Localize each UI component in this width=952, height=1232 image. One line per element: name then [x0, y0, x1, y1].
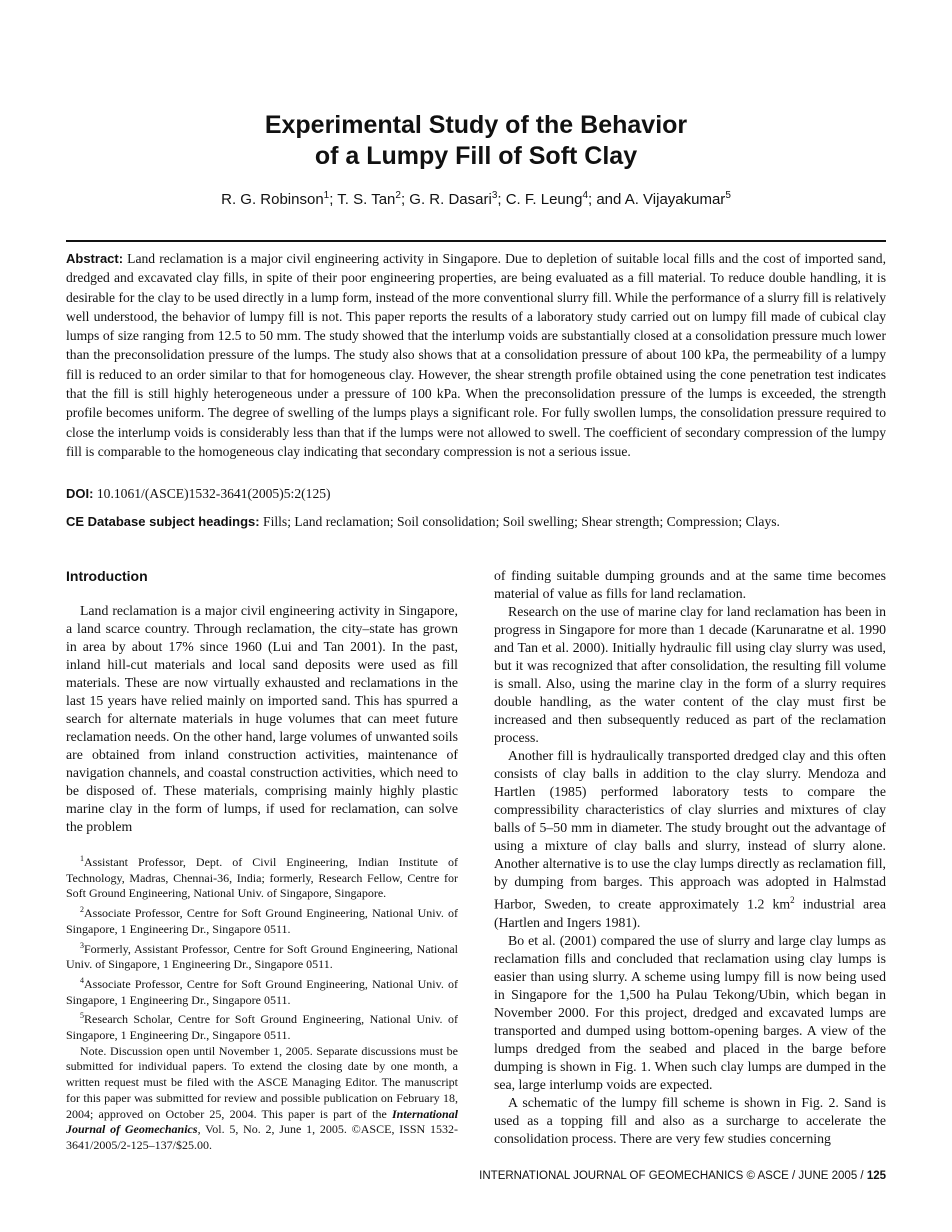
- right-column: [494, 567, 886, 1148]
- footnote: $^2$Associate Professor, Centre for Soft Ground Engineering, National Univ. of Singapore, 1 Engineering Dr., Singapore 0511.: [66, 905, 458, 936]
- author: G. R. Dasari$^3$;: [409, 190, 506, 208]
- footnote: $^5$Research Scholar, Centre for Soft Ground Engineering, National Univ. of Singapore, 1 Engineering Dr., Singapore 0511.: [66, 1011, 458, 1043]
- footnote: $^3$Formerly, Assistant Professor, Centre for Soft Ground Engineering, National Univ. of Singapore, 1 Engineering Dr., Singapore 0511.: [66, 940, 458, 972]
- paragraph: of finding suitable dumping grounds and at the same time becomes material of value as fills for land reclamation.: [494, 568, 886, 601]
- paper-title: Experimental Study of the Behavior of a Lumpy Fill of Soft Clay: [264, 111, 688, 170]
- abstract: [66, 249, 886, 461]
- abstract-rule: [66, 240, 886, 242]
- abstract-label: Abstract:: [66, 251, 124, 266]
- paragraph: Bo et al. (2001) compared the use of slurry and large clay lumps as reclamation fills and concluded that reclamation using clay lumps is easier than using slurry. A scheme using lumpy fill is now being used in Singapore for the 1,500 ha Pulau Tekong/Ubin, which began in November 2000. For this project, dredged and excavated lumps are transported and dumped using bottom-opening barges. A view of the lumps dredged from the seabed and placed in the barge before dumping is shown in Fig. 1. When such clay lumps are dumped in the sea, large interlump voids are expected.: [494, 932, 886, 1092]
- abstract-text: Land reclamation is a major civil engineering activity in Singapore. Due to depletion of suitable local fills and the cost of imported sand, dredged and excavated clay fills, in spite of their poor engineering properties, are being evaluated as a fill material. To reduce double handling, it is desirable for the clay to be used directly in a lump form, instead of the more conventional slurry fill. While the performance of a slurry fill is relatively well understood, the behavior of lumpy fill is not. This paper reports the results of a laboratory study carried out on lumpy fill made of cubical clay lumps of size ranging from 12.5 to 50 mm. The study showed that the interlump voids are substantially closed at a consolidation pressure much lower than the preconsolidation pressure of the lumps. The study also shows that at a consolidation pressure of about 100 kPa, the permeability of a lumpy fill is reduced to an order similar to that for homogeneous clay. However, the shear strength profile obtained using the cone penetration test indicates that the fill is still highly heterogeneous under a pressure of 100 kPa. When the preconsolidation pressure of the lumps is exceeded, the strength profile becomes uniform. The degree of swelling of the lumps plays a significant role. For fully swollen lumps, the consolidation pressure required to close the interlump voids is considerably less than that if the lumps were not allowed to swell. The coefficient of secondary compression of the lumpy fill is comparable to the homogeneous clay indicating that secondary compression is not a serious issue.: [66, 251, 886, 459]
- left-column: [66, 567, 458, 836]
- author: A. Vijayakumar$^5$: [624, 190, 731, 208]
- doi: DOI: 10.1061/(ASCE)1532-3641(2005)5:2(125): [66, 486, 331, 501]
- paragraph: Another fill is hydraulically transported dredged clay and this often consists of clay balls in addition to the clay slurry. Mendoza and Hartlen (1985) performed laboratory tests to compare the compressibility characteristics of clay slurries and mixtures of clay balls of 5–50 mm in diameter. The study brought out the advantage of using a mixture of clay balls and slurry, instead of slurry alone. Another alternative is to use the clay lumps directly as reclamation fill, by dumping from barges. This approach was adopted in Halmstad Harbor, Sweden, to create approximately 1.2 $km^2$ industrial area (Hartlen and Ingers 1981).: [494, 748, 886, 930]
- footnotes: [66, 851, 458, 1154]
- author-list: [0, 190, 952, 208]
- paragraph: Land reclamation is a major civil engineering activity in Singapore, a land scarce country. Through reclamation, the city–state has grown in area by about 17% since 1960 (Lui and Tan 2001). In the past, inland hill-cut materials and local sand deposits were used as fill materials. These are now virtually exhausted and reclamations in the last 15 years have relied mainly on imported sand. This has spurred a search for alternate materials in huge volumes that can meet future reclamation needs. On the other hand, large volumes of unwanted soils are obtained from inland construction activities, maintenance of navigation channels, and coastal construction activities, which need to be disposed of. These materials, comprising mainly highly plastic marine clay in the form of lumps, if used for reclamation, can solve the problem: [66, 603, 458, 834]
- editorial-note: Note. Discussion open until November 1, 2005. Separate discussions must be submitted for individual papers. To extend the closing date by one month, a written request must be filed with the ASCE Managing Editor. The manuscript for this paper was submitted for review and possible publication on February 18, 2004; approved on October 25, 2004. This paper is part of the International Journal of Geomechanics, Vol. 5, No. 2, June 1, 2005. ©ASCE, ISSN 1532-3641/2005/2-125–137/$25.00.: [66, 1043, 458, 1152]
- doi-value[interactable]: 10.1061/(ASCE)1532-3641(2005)5:2(125): [96, 486, 331, 501]
- page-footer: INTERNATIONAL JOURNAL OF GEOMECHANICS © ASCE / JUNE 2005 / 125: [479, 1170, 886, 1182]
- paragraph: Research on the use of marine clay for land reclamation has been in progress in Singapore for more than 1 decade (Karunaratne et al. 1990 and Tan et al. 2000). Initially hydraulic fill using clay slurry was used, but it was recognized that after consolidation, the resulting fill volume is small. Also, using the marine clay in the form of a slurry requires double handling, as the water content of the clay must first be increased and then subsequently reduced as part of the reclamation process.: [494, 604, 886, 745]
- author: C. F. Leung$^4$; and: [505, 190, 625, 208]
- footnote: $^1$Assistant Professor, Dept. of Civil Engineering, Indian Institute of Technology, Madras, Chennai-36, India; formerly, Research Fellow, Centre for Soft Ground Engineering, National Univ. of Singapore, Singapore.: [66, 854, 458, 901]
- subject-headings: CE Database subject headings: Fills; Land reclamation; Soil consolidation; Soil swelling; Shear strength; Compression; Clays.: [66, 514, 780, 529]
- page-number: 125: [866, 1170, 886, 1182]
- paragraph: A schematic of the lumpy fill scheme is shown in Fig. 2. Sand is used as a topping fill and also as a surcharge to accelerate the consolidation process. There are very few studies concerning: [494, 1094, 886, 1146]
- footnote: $^4$Associate Professor, Centre for Soft Ground Engineering, National Univ. of Singapore, 1 Engineering Dr., Singapore 0511.: [66, 975, 458, 1007]
- author: R. G. Robinson$^1$;: [221, 190, 338, 208]
- section-heading-introduction: Introduction: [66, 568, 148, 584]
- author: T. S. Tan$^2$;: [337, 190, 410, 208]
